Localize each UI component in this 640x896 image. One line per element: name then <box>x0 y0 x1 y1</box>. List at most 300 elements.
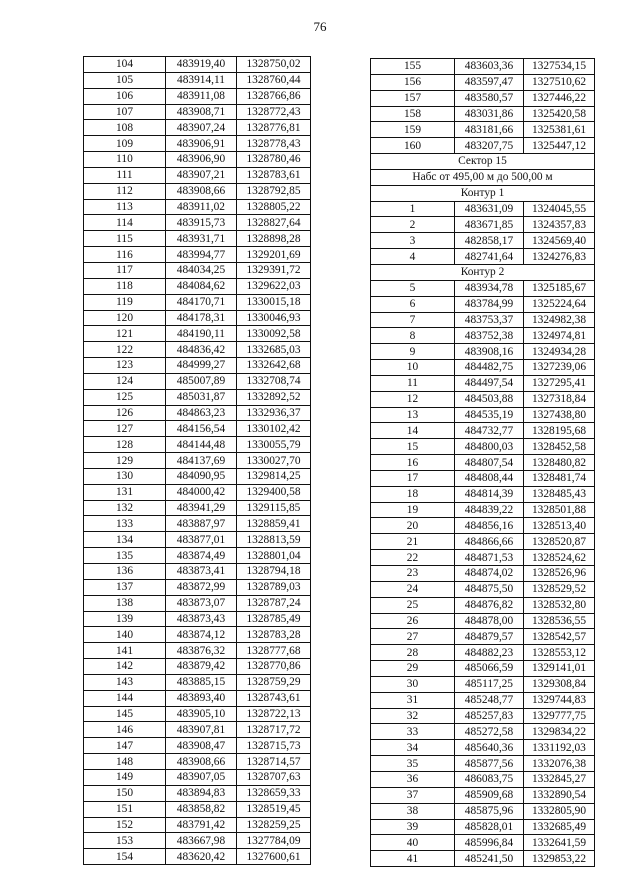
x-coordinate-cell: 483908,16 <box>455 344 524 360</box>
point-number-cell: 23 <box>371 566 455 582</box>
x-coordinate-cell: 484084,62 <box>166 278 237 294</box>
y-coordinate-cell: 1324934,28 <box>524 344 595 360</box>
y-coordinate-cell: 1330092,58 <box>237 326 311 342</box>
y-coordinate-cell: 1328743,61 <box>237 690 311 706</box>
point-number-cell: 160 <box>371 138 455 154</box>
point-number-cell: 5 <box>371 280 455 296</box>
point-number-cell: 142 <box>84 659 166 675</box>
table-row <box>371 692 595 708</box>
point-number-cell: 110 <box>84 152 166 168</box>
x-coordinate-cell: 483931,71 <box>166 231 237 247</box>
table-row <box>371 803 595 819</box>
x-coordinate-cell: 483603,36 <box>455 59 524 75</box>
table-row <box>84 595 311 611</box>
coordinates-table-left <box>83 56 311 865</box>
table-row <box>371 851 595 867</box>
x-coordinate-cell: 483906,91 <box>166 136 237 152</box>
x-coordinate-cell: 483858,82 <box>166 801 237 817</box>
table-row <box>371 835 595 851</box>
y-coordinate-cell: 1332642,68 <box>237 358 311 374</box>
point-number-cell: 156 <box>371 74 455 90</box>
point-number-cell: 20 <box>371 518 455 534</box>
table-row <box>84 136 311 152</box>
y-coordinate-cell: 1328553,12 <box>524 645 595 661</box>
point-number-cell: 152 <box>84 817 166 833</box>
point-number-cell: 123 <box>84 358 166 374</box>
point-number-cell: 149 <box>84 769 166 785</box>
table-row <box>84 738 311 754</box>
table-row <box>84 152 311 168</box>
table-row <box>84 389 311 405</box>
x-coordinate-cell: 483873,41 <box>166 564 237 580</box>
x-coordinate-cell: 484800,03 <box>455 439 524 455</box>
x-coordinate-cell: 483915,73 <box>166 215 237 231</box>
x-coordinate-cell: 483877,01 <box>166 532 237 548</box>
y-coordinate-cell: 1325185,67 <box>524 280 595 296</box>
x-coordinate-cell: 485875,96 <box>455 803 524 819</box>
point-number-cell: 153 <box>84 833 166 849</box>
point-number-cell: 158 <box>371 106 455 122</box>
x-coordinate-cell: 483908,66 <box>166 183 237 199</box>
table-row <box>84 817 311 833</box>
y-coordinate-cell: 1328722,13 <box>237 706 311 722</box>
table-row <box>371 439 595 455</box>
y-coordinate-cell: 1327600,61 <box>237 849 311 865</box>
point-number-cell: 146 <box>84 722 166 738</box>
x-coordinate-cell: 484836,42 <box>166 342 237 358</box>
y-coordinate-cell: 1328780,46 <box>237 152 311 168</box>
point-number-cell: 132 <box>84 500 166 516</box>
point-number-cell: 40 <box>371 835 455 851</box>
y-coordinate-cell: 1328714,57 <box>237 754 311 770</box>
point-number-cell: 33 <box>371 724 455 740</box>
table-row <box>84 405 311 421</box>
table-row <box>371 787 595 803</box>
table-row <box>371 566 595 582</box>
x-coordinate-cell: 484497,54 <box>455 375 524 391</box>
y-coordinate-cell: 1327784,09 <box>237 833 311 849</box>
table-row <box>84 833 311 849</box>
x-coordinate-cell: 483752,38 <box>455 328 524 344</box>
y-coordinate-cell: 1332892,52 <box>237 389 311 405</box>
y-coordinate-cell: 1328195,68 <box>524 423 595 439</box>
y-coordinate-cell: 1328827,64 <box>237 215 311 231</box>
x-coordinate-cell: 483874,12 <box>166 627 237 643</box>
point-number-cell: 39 <box>371 819 455 835</box>
y-coordinate-cell: 1324569,40 <box>524 233 595 249</box>
table-row <box>371 90 595 106</box>
table-row <box>371 249 595 265</box>
y-coordinate-cell: 1328485,43 <box>524 486 595 502</box>
point-number-cell: 36 <box>371 771 455 787</box>
y-coordinate-cell: 1329391,72 <box>237 262 311 278</box>
y-coordinate-cell: 1328777,68 <box>237 643 311 659</box>
point-number-cell: 106 <box>84 88 166 104</box>
y-coordinate-cell: 1328783,61 <box>237 167 311 183</box>
table-row <box>371 771 595 787</box>
y-coordinate-cell: 1328536,55 <box>524 613 595 629</box>
x-coordinate-cell: 483887,97 <box>166 516 237 532</box>
y-coordinate-cell: 1328770,86 <box>237 659 311 675</box>
x-coordinate-cell: 483908,66 <box>166 754 237 770</box>
point-number-cell: 2 <box>371 217 455 233</box>
sector-subtitle: Набс от 495,00 м до 500,00 м <box>371 169 595 185</box>
y-coordinate-cell: 1328520,87 <box>524 534 595 550</box>
table-row <box>371 676 595 692</box>
point-number-cell: 107 <box>84 104 166 120</box>
y-coordinate-cell: 1332890,54 <box>524 787 595 803</box>
table-row <box>371 74 595 90</box>
point-number-cell: 137 <box>84 579 166 595</box>
x-coordinate-cell: 483784,99 <box>455 296 524 312</box>
x-coordinate-cell: 484190,11 <box>166 326 237 342</box>
x-coordinate-cell: 484879,57 <box>455 629 524 645</box>
table-row <box>84 262 311 278</box>
table-row <box>84 706 311 722</box>
y-coordinate-cell: 1324357,83 <box>524 217 595 233</box>
table-row <box>84 437 311 453</box>
point-number-cell: 32 <box>371 708 455 724</box>
table-row <box>84 754 311 770</box>
y-coordinate-cell: 1324974,81 <box>524 328 595 344</box>
table-row <box>84 57 311 73</box>
y-coordinate-cell: 1325447,12 <box>524 138 595 154</box>
y-coordinate-cell: 1328659,33 <box>237 785 311 801</box>
table-row <box>84 294 311 310</box>
point-number-cell: 34 <box>371 740 455 756</box>
y-coordinate-cell: 1328501,88 <box>524 502 595 518</box>
y-coordinate-cell: 1332076,38 <box>524 756 595 772</box>
point-number-cell: 21 <box>371 534 455 550</box>
y-coordinate-cell: 1328766,86 <box>237 88 311 104</box>
point-number-cell: 154 <box>84 849 166 865</box>
point-number-cell: 26 <box>371 613 455 629</box>
x-coordinate-cell: 484732,77 <box>455 423 524 439</box>
y-coordinate-cell: 1328542,57 <box>524 629 595 645</box>
point-number-cell: 10 <box>371 360 455 376</box>
x-coordinate-cell: 483181,66 <box>455 122 524 138</box>
y-coordinate-cell: 1328707,63 <box>237 769 311 785</box>
point-number-cell: 24 <box>371 581 455 597</box>
table-row <box>84 611 311 627</box>
point-number-cell: 155 <box>371 59 455 75</box>
table-row <box>371 360 595 376</box>
point-number-cell: 25 <box>371 597 455 613</box>
point-number-cell: 126 <box>84 405 166 421</box>
x-coordinate-cell: 483919,40 <box>166 57 237 73</box>
y-coordinate-cell: 1329308,84 <box>524 676 595 692</box>
point-number-cell: 105 <box>84 72 166 88</box>
table-row <box>84 516 311 532</box>
table-row <box>84 278 311 294</box>
point-number-cell: 27 <box>371 629 455 645</box>
table-row <box>371 455 595 471</box>
point-number-cell: 128 <box>84 437 166 453</box>
point-number-cell: 119 <box>84 294 166 310</box>
coordinates-table-right <box>370 58 595 867</box>
x-coordinate-cell: 484882,23 <box>455 645 524 661</box>
x-coordinate-cell: 483911,02 <box>166 199 237 215</box>
y-coordinate-cell: 1328529,52 <box>524 581 595 597</box>
y-coordinate-cell: 1328760,44 <box>237 72 311 88</box>
point-number-cell: 131 <box>84 484 166 500</box>
table-row <box>371 819 595 835</box>
y-coordinate-cell: 1332708,74 <box>237 373 311 389</box>
y-coordinate-cell: 1328787,24 <box>237 595 311 611</box>
point-number-cell: 6 <box>371 296 455 312</box>
x-coordinate-cell: 483873,07 <box>166 595 237 611</box>
point-number-cell: 109 <box>84 136 166 152</box>
point-number-cell: 37 <box>371 787 455 803</box>
x-coordinate-cell: 483907,05 <box>166 769 237 785</box>
x-coordinate-cell: 483207,75 <box>455 138 524 154</box>
point-number-cell: 16 <box>371 455 455 471</box>
table-row <box>84 183 311 199</box>
point-number-cell: 120 <box>84 310 166 326</box>
x-coordinate-cell: 485117,25 <box>455 676 524 692</box>
x-coordinate-cell: 483907,24 <box>166 120 237 136</box>
sector-subtitle-row <box>371 169 595 185</box>
contour-2-label-row <box>371 264 595 280</box>
x-coordinate-cell: 484876,82 <box>455 597 524 613</box>
point-number-cell: 117 <box>84 262 166 278</box>
table-row <box>371 645 595 661</box>
point-number-cell: 31 <box>371 692 455 708</box>
table-row <box>371 550 595 566</box>
point-number-cell: 14 <box>371 423 455 439</box>
y-coordinate-cell: 1328794,18 <box>237 564 311 580</box>
point-number-cell: 115 <box>84 231 166 247</box>
point-number-cell: 151 <box>84 801 166 817</box>
table-row <box>371 724 595 740</box>
x-coordinate-cell: 484875,50 <box>455 581 524 597</box>
point-number-cell: 41 <box>371 851 455 867</box>
point-number-cell: 136 <box>84 564 166 580</box>
x-coordinate-cell: 483906,90 <box>166 152 237 168</box>
x-coordinate-cell: 483911,08 <box>166 88 237 104</box>
table-row <box>84 579 311 595</box>
y-coordinate-cell: 1329201,69 <box>237 247 311 263</box>
table-row <box>84 532 311 548</box>
point-number-cell: 148 <box>84 754 166 770</box>
table-row <box>371 708 595 724</box>
x-coordinate-cell: 483893,40 <box>166 690 237 706</box>
table-row <box>84 421 311 437</box>
y-coordinate-cell: 1329115,85 <box>237 500 311 516</box>
y-coordinate-cell: 1329141,01 <box>524 661 595 677</box>
x-coordinate-cell: 484814,39 <box>455 486 524 502</box>
table-row <box>371 661 595 677</box>
table-row <box>371 344 595 360</box>
point-number-cell: 1 <box>371 201 455 217</box>
y-coordinate-cell: 1329777,75 <box>524 708 595 724</box>
y-coordinate-cell: 1328772,43 <box>237 104 311 120</box>
y-coordinate-cell: 1324276,83 <box>524 249 595 265</box>
y-coordinate-cell: 1328519,45 <box>237 801 311 817</box>
y-coordinate-cell: 1328513,40 <box>524 518 595 534</box>
x-coordinate-cell: 484178,31 <box>166 310 237 326</box>
y-coordinate-cell: 1327534,15 <box>524 59 595 75</box>
table-row <box>84 231 311 247</box>
x-coordinate-cell: 484090,95 <box>166 468 237 484</box>
point-number-cell: 8 <box>371 328 455 344</box>
x-coordinate-cell: 484000,42 <box>166 484 237 500</box>
table-row <box>84 358 311 374</box>
x-coordinate-cell: 483876,32 <box>166 643 237 659</box>
contour-2-label: Контур 2 <box>371 264 595 280</box>
x-coordinate-cell: 485031,87 <box>166 389 237 405</box>
table-row <box>371 138 595 154</box>
y-coordinate-cell: 1328759,29 <box>237 674 311 690</box>
x-coordinate-cell: 483905,10 <box>166 706 237 722</box>
y-coordinate-cell: 1328480,82 <box>524 455 595 471</box>
table-row <box>84 690 311 706</box>
x-coordinate-cell: 484856,16 <box>455 518 524 534</box>
y-coordinate-cell: 1327438,80 <box>524 407 595 423</box>
sector-title-row <box>371 154 595 170</box>
x-coordinate-cell: 484871,53 <box>455 550 524 566</box>
table-row <box>371 122 595 138</box>
table-row <box>84 659 311 675</box>
point-number-cell: 12 <box>371 391 455 407</box>
y-coordinate-cell: 1327446,22 <box>524 90 595 106</box>
y-coordinate-cell: 1328813,59 <box>237 532 311 548</box>
y-coordinate-cell: 1328526,96 <box>524 566 595 582</box>
x-coordinate-cell: 483908,47 <box>166 738 237 754</box>
point-number-cell: 19 <box>371 502 455 518</box>
table-row <box>84 548 311 564</box>
y-coordinate-cell: 1329622,03 <box>237 278 311 294</box>
x-coordinate-cell: 483907,21 <box>166 167 237 183</box>
table-row <box>371 201 595 217</box>
y-coordinate-cell: 1329853,22 <box>524 851 595 867</box>
contour-1-label-row <box>371 185 595 201</box>
point-number-cell: 111 <box>84 167 166 183</box>
table-row <box>84 801 311 817</box>
x-coordinate-cell: 484866,66 <box>455 534 524 550</box>
table-row <box>84 215 311 231</box>
x-coordinate-cell: 484535,19 <box>455 407 524 423</box>
x-coordinate-cell: 484807,54 <box>455 455 524 471</box>
point-number-cell: 116 <box>84 247 166 263</box>
table-row <box>84 72 311 88</box>
x-coordinate-cell: 484503,88 <box>455 391 524 407</box>
point-number-cell: 144 <box>84 690 166 706</box>
table-row <box>371 470 595 486</box>
x-coordinate-cell: 483879,42 <box>166 659 237 675</box>
x-coordinate-cell: 484878,00 <box>455 613 524 629</box>
table-row <box>84 500 311 516</box>
y-coordinate-cell: 1328805,22 <box>237 199 311 215</box>
x-coordinate-cell: 483907,81 <box>166 722 237 738</box>
y-coordinate-cell: 1328898,28 <box>237 231 311 247</box>
table-row <box>371 296 595 312</box>
point-number-cell: 159 <box>371 122 455 138</box>
x-coordinate-cell: 483908,71 <box>166 104 237 120</box>
point-number-cell: 38 <box>371 803 455 819</box>
table-row <box>371 534 595 550</box>
point-number-cell: 108 <box>84 120 166 136</box>
x-coordinate-cell: 483671,85 <box>455 217 524 233</box>
y-coordinate-cell: 1328532,80 <box>524 597 595 613</box>
y-coordinate-cell: 1328859,41 <box>237 516 311 532</box>
point-number-cell: 18 <box>371 486 455 502</box>
x-coordinate-cell: 484034,25 <box>166 262 237 278</box>
point-number-cell: 104 <box>84 57 166 73</box>
point-number-cell: 129 <box>84 453 166 469</box>
point-number-cell: 30 <box>371 676 455 692</box>
x-coordinate-cell: 483667,98 <box>166 833 237 849</box>
table-row <box>371 740 595 756</box>
y-coordinate-cell: 1332936,37 <box>237 405 311 421</box>
y-coordinate-cell: 1331192,03 <box>524 740 595 756</box>
table-row <box>84 769 311 785</box>
table-row <box>84 88 311 104</box>
y-coordinate-cell: 1328789,03 <box>237 579 311 595</box>
x-coordinate-cell: 483872,99 <box>166 579 237 595</box>
y-coordinate-cell: 1327510,62 <box>524 74 595 90</box>
x-coordinate-cell: 485640,36 <box>455 740 524 756</box>
x-coordinate-cell: 483914,11 <box>166 72 237 88</box>
table-row <box>371 328 595 344</box>
point-number-cell: 130 <box>84 468 166 484</box>
y-coordinate-cell: 1325381,61 <box>524 122 595 138</box>
y-coordinate-cell: 1325420,58 <box>524 106 595 122</box>
point-number-cell: 9 <box>371 344 455 360</box>
x-coordinate-cell: 485066,59 <box>455 661 524 677</box>
table-row <box>371 233 595 249</box>
y-coordinate-cell: 1330046,93 <box>237 310 311 326</box>
y-coordinate-cell: 1330015,18 <box>237 294 311 310</box>
table-row <box>84 484 311 500</box>
y-coordinate-cell: 1328785,49 <box>237 611 311 627</box>
y-coordinate-cell: 1327295,41 <box>524 375 595 391</box>
y-coordinate-cell: 1329744,83 <box>524 692 595 708</box>
x-coordinate-cell: 484808,44 <box>455 470 524 486</box>
table-row <box>371 280 595 296</box>
table-row <box>84 120 311 136</box>
y-coordinate-cell: 1328750,02 <box>237 57 311 73</box>
point-number-cell: 157 <box>371 90 455 106</box>
table-row <box>371 423 595 439</box>
x-coordinate-cell: 483631,09 <box>455 201 524 217</box>
x-coordinate-cell: 484999,27 <box>166 358 237 374</box>
y-coordinate-cell: 1328524,62 <box>524 550 595 566</box>
point-number-cell: 112 <box>84 183 166 199</box>
table-row <box>84 247 311 263</box>
point-number-cell: 138 <box>84 595 166 611</box>
table-row <box>371 502 595 518</box>
table-row <box>371 312 595 328</box>
table-row <box>371 106 595 122</box>
table-row <box>371 613 595 629</box>
table-row <box>84 310 311 326</box>
x-coordinate-cell: 483894,83 <box>166 785 237 801</box>
table-row <box>371 217 595 233</box>
table-row <box>84 627 311 643</box>
x-coordinate-cell: 485257,83 <box>455 708 524 724</box>
x-coordinate-cell: 485248,77 <box>455 692 524 708</box>
x-coordinate-cell: 484874,02 <box>455 566 524 582</box>
x-coordinate-cell: 483885,15 <box>166 674 237 690</box>
point-number-cell: 139 <box>84 611 166 627</box>
y-coordinate-cell: 1327318,84 <box>524 391 595 407</box>
x-coordinate-cell: 485828,01 <box>455 819 524 835</box>
y-coordinate-cell: 1330102,42 <box>237 421 311 437</box>
point-number-cell: 15 <box>371 439 455 455</box>
x-coordinate-cell: 483031,86 <box>455 106 524 122</box>
y-coordinate-cell: 1329814,25 <box>237 468 311 484</box>
